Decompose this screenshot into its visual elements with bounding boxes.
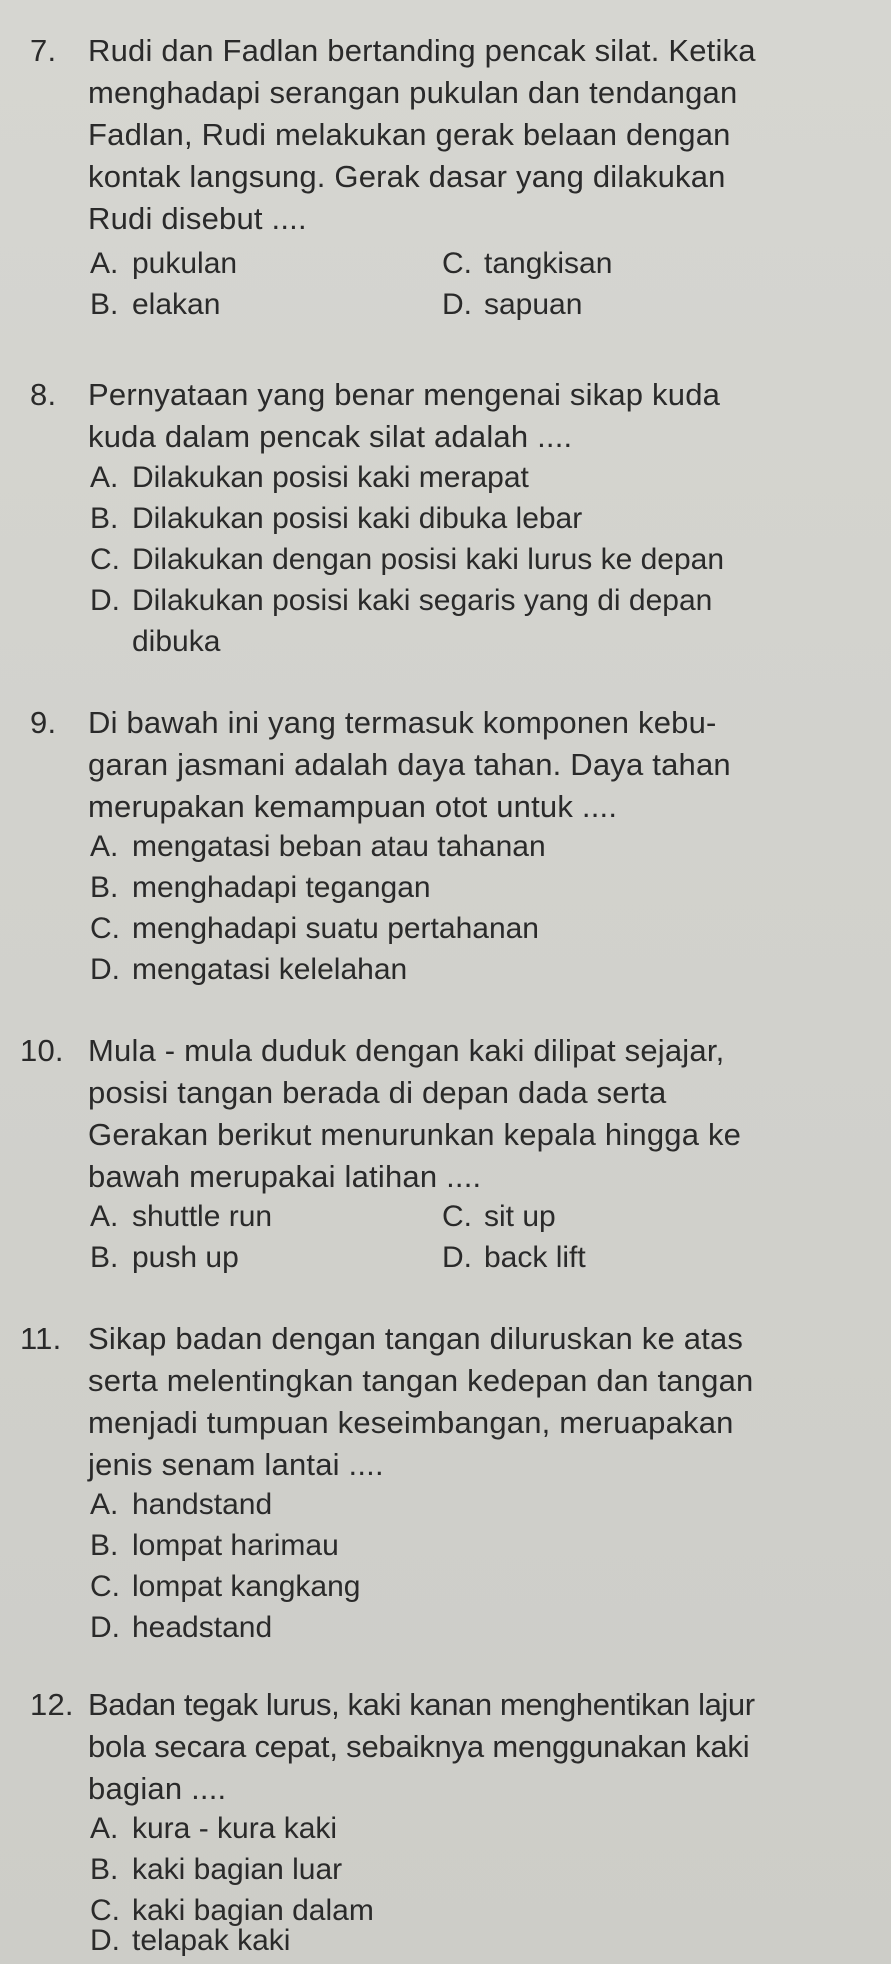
option-d[interactable] bbox=[90, 950, 407, 990]
option-d[interactable] bbox=[442, 285, 582, 325]
option-letter: A. bbox=[90, 1488, 119, 1521]
option-letter: A. bbox=[90, 1200, 119, 1233]
option-text: menghadapi suatu pertahanan bbox=[132, 912, 539, 945]
option-letter: C. bbox=[90, 1570, 120, 1603]
question-text-line: Gerakan berikut menurunkan kepala hingga ke bbox=[88, 1117, 742, 1152]
question-number: 7. bbox=[30, 33, 57, 68]
question-text-line: menjadi tumpuan keseimbangan, meruapakan bbox=[88, 1405, 734, 1440]
option-text: elakan bbox=[132, 288, 221, 321]
question-text-line: kuda dalam pencak silat adalah .... bbox=[88, 419, 573, 454]
option-d[interactable] bbox=[90, 1921, 290, 1961]
option-letter: C. bbox=[442, 247, 472, 280]
option-c[interactable] bbox=[442, 244, 612, 284]
option-text: pukulan bbox=[132, 247, 238, 280]
option-a[interactable] bbox=[90, 458, 529, 498]
question-text-line: menghadapi serangan pukulan dan tendangan bbox=[88, 75, 738, 110]
question-text-line: bawah merupakai latihan .... bbox=[88, 1159, 482, 1194]
option-text: back lift bbox=[484, 1241, 586, 1274]
option-letter: B. bbox=[90, 1241, 119, 1274]
question-text-line: Badan tegak lurus, kaki kanan menghentikan lajur bbox=[88, 1687, 755, 1722]
question-text-line: kontak langsung. Gerak dasar yang dilakukan bbox=[88, 159, 726, 194]
option-a[interactable] bbox=[90, 1809, 337, 1849]
option-letter: B. bbox=[90, 502, 119, 535]
question-number: 8. bbox=[30, 377, 57, 412]
option-letter: D. bbox=[90, 953, 120, 986]
option-text: lompat harimau bbox=[132, 1529, 339, 1562]
option-letter: A. bbox=[90, 461, 119, 494]
question-text-line: Rudi disebut .... bbox=[88, 201, 307, 236]
option-letter: A. bbox=[90, 1812, 119, 1845]
question-text-line: bola secara cepat, sebaiknya menggunakan kaki bbox=[88, 1729, 750, 1764]
option-a[interactable] bbox=[90, 1197, 272, 1237]
option-text: headstand bbox=[132, 1611, 273, 1644]
option-a[interactable] bbox=[90, 827, 546, 867]
option-text: push up bbox=[132, 1241, 239, 1274]
option-a[interactable] bbox=[90, 244, 237, 284]
option-text: mengatasi kelelahan bbox=[132, 953, 408, 986]
question-text-line: Fadlan, Rudi melakukan gerak belaan dengan bbox=[88, 117, 731, 152]
option-letter: D. bbox=[90, 1611, 120, 1644]
question-text-line: serta melentingkan tangan kedepan dan tangan bbox=[88, 1363, 754, 1398]
question-text-line: Sikap badan dengan tangan diluruskan ke atas bbox=[88, 1321, 744, 1356]
option-letter: C. bbox=[90, 1894, 120, 1927]
option-text: Dilakukan posisi kaki dibuka lebar bbox=[132, 502, 583, 535]
option-text: lompat kangkang bbox=[132, 1570, 361, 1603]
option-text: kaki bagian dalam bbox=[132, 1894, 374, 1927]
option-d[interactable] bbox=[90, 1608, 272, 1648]
option-letter: B. bbox=[90, 1853, 119, 1886]
question-text-line: merupakan kemampuan otot untuk .... bbox=[88, 789, 618, 824]
question-number: 11. bbox=[20, 1321, 62, 1356]
option-letter: C. bbox=[90, 912, 120, 945]
option-b[interactable] bbox=[90, 1526, 339, 1566]
option-letter: D. bbox=[442, 1241, 472, 1274]
option-c[interactable] bbox=[90, 540, 724, 580]
option-text: shuttle run bbox=[132, 1200, 273, 1233]
option-d[interactable] bbox=[442, 1238, 586, 1278]
option-b[interactable] bbox=[90, 868, 431, 908]
option-letter: B. bbox=[90, 288, 119, 321]
option-letter: B. bbox=[90, 871, 119, 904]
option-letter: A. bbox=[90, 830, 119, 863]
option-b[interactable] bbox=[90, 1238, 239, 1278]
option-b[interactable] bbox=[90, 499, 582, 539]
option-text: sit up bbox=[484, 1200, 556, 1233]
question-text-line: bagian .... bbox=[88, 1771, 227, 1806]
option-letter: A. bbox=[90, 247, 119, 280]
question-text-line: Mula - mula duduk dengan kaki dilipat sejajar, bbox=[88, 1033, 725, 1068]
option-b[interactable] bbox=[90, 1850, 342, 1890]
option-text: handstand bbox=[132, 1488, 273, 1521]
option-text: menghadapi tegangan bbox=[132, 871, 431, 904]
question-text-line: garan jasmani adalah daya tahan. Daya tahan bbox=[88, 747, 731, 782]
option-letter: D. bbox=[90, 584, 120, 617]
option-text: sapuan bbox=[484, 288, 583, 321]
option-letter: C. bbox=[442, 1200, 472, 1233]
question-text-line: posisi tangan berada di depan dada serta bbox=[88, 1075, 667, 1110]
option-text: tangkisan bbox=[484, 247, 613, 280]
option-d[interactable] bbox=[90, 581, 712, 621]
question-number: 12. bbox=[30, 1687, 74, 1722]
option-c[interactable] bbox=[90, 1567, 361, 1607]
question-text-line: Di bawah ini yang termasuk komponen kebu- bbox=[88, 705, 717, 740]
option-text: kaki bagian luar bbox=[132, 1853, 343, 1886]
option-text: mengatasi beban atau tahanan bbox=[132, 830, 546, 863]
option-text: Dilakukan posisi kaki segaris yang di depan bbox=[132, 584, 713, 617]
question-number: 9. bbox=[30, 705, 57, 740]
option-b[interactable] bbox=[90, 285, 220, 325]
question-text-line: jenis senam lantai .... bbox=[88, 1447, 384, 1482]
option-text: Dilakukan dengan posisi kaki lurus ke depan bbox=[132, 543, 725, 576]
option-text: Dilakukan posisi kaki merapat bbox=[132, 461, 529, 494]
question-number: 10. bbox=[20, 1033, 64, 1068]
option-c[interactable] bbox=[90, 909, 539, 949]
option-c[interactable] bbox=[442, 1197, 556, 1237]
option-letter: B. bbox=[90, 1529, 119, 1562]
option-text: telapak kaki bbox=[132, 1924, 291, 1957]
option-d-continuation: dibuka bbox=[132, 625, 221, 658]
option-a[interactable] bbox=[90, 1485, 272, 1525]
option-text: kura - kura kaki bbox=[132, 1812, 338, 1845]
option-letter: C. bbox=[90, 543, 120, 576]
question-text-line: Pernyataan yang benar mengenai sikap kuda bbox=[88, 377, 721, 412]
option-letter: D. bbox=[442, 288, 472, 321]
option-letter: D. bbox=[90, 1924, 120, 1957]
question-text-line: Rudi dan Fadlan bertanding pencak silat. Ketika bbox=[88, 33, 756, 68]
